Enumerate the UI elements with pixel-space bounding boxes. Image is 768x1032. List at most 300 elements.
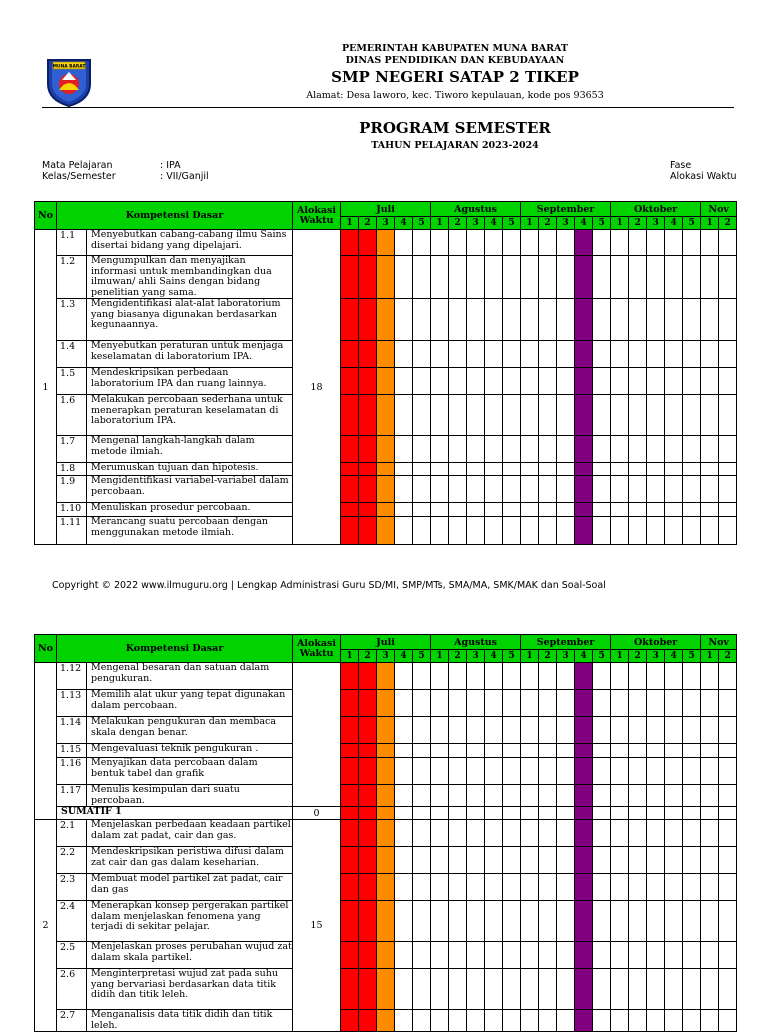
kd-number: 1.14: [57, 717, 87, 744]
week-cell: [413, 820, 431, 847]
header-week: 2: [449, 217, 467, 230]
week-cell: [377, 1010, 395, 1032]
week-cell: [467, 1010, 485, 1032]
kd-text: Merancang suatu percobaan dengan menggunakan metode ilmiah.: [87, 517, 293, 545]
week-cell: [611, 820, 629, 847]
week-cell: [341, 807, 359, 820]
week-cell: [683, 690, 701, 717]
week-cell: [593, 368, 611, 395]
week-cell: [341, 785, 359, 807]
week-cell: [377, 690, 395, 717]
week-cell: [539, 476, 557, 503]
week-cell: [557, 1010, 575, 1032]
week-cell: [449, 395, 467, 436]
week-cell: [665, 663, 683, 690]
week-cell: [521, 874, 539, 901]
week-cell: [377, 463, 395, 476]
week-cell: [377, 517, 395, 545]
week-cell: [701, 785, 719, 807]
week-cell: [611, 517, 629, 545]
week-cell: [719, 807, 737, 820]
week-cell: [701, 758, 719, 785]
week-cell: [413, 476, 431, 503]
week-cell: [449, 785, 467, 807]
week-cell: [665, 942, 683, 969]
header-month: Juli: [341, 635, 431, 650]
kd-number: 2.1: [57, 820, 87, 847]
week-cell: [485, 256, 503, 299]
week-cell: [485, 969, 503, 1010]
table-row: [35, 820, 737, 847]
week-cell: [647, 476, 665, 503]
week-cell: [413, 690, 431, 717]
week-cell: [683, 503, 701, 517]
week-cell: [539, 785, 557, 807]
week-cell: [665, 517, 683, 545]
kd-number: 1.4: [57, 341, 87, 368]
week-cell: [683, 874, 701, 901]
week-cell: [413, 942, 431, 969]
week-cell: [539, 820, 557, 847]
kd-number: 1.15: [57, 744, 87, 758]
header-week: 4: [395, 217, 413, 230]
week-cell: [341, 717, 359, 744]
week-cell: [359, 942, 377, 969]
week-cell: [467, 341, 485, 368]
table-row: [35, 436, 737, 463]
week-cell: [539, 847, 557, 874]
week-cell: [683, 663, 701, 690]
week-cell: [611, 299, 629, 341]
week-cell: [701, 717, 719, 744]
week-cell: [629, 820, 647, 847]
header-week: 4: [575, 217, 593, 230]
week-cell: [575, 744, 593, 758]
week-cell: [701, 256, 719, 299]
week-cell: [413, 1010, 431, 1032]
week-cell: [503, 463, 521, 476]
week-cell: [593, 395, 611, 436]
week-cell: [665, 230, 683, 256]
week-cell: [485, 341, 503, 368]
week-cell: [503, 820, 521, 847]
week-cell: [593, 503, 611, 517]
week-cell: [521, 969, 539, 1010]
week-cell: [395, 874, 413, 901]
header-kompetensi: Kompetensi Dasar: [57, 635, 293, 663]
week-cell: [701, 436, 719, 463]
header-week: 1: [701, 217, 719, 230]
week-cell: [449, 942, 467, 969]
header-week: 1: [521, 217, 539, 230]
week-cell: [485, 847, 503, 874]
week-cell: [467, 395, 485, 436]
week-cell: [593, 717, 611, 744]
week-cell: [683, 820, 701, 847]
week-cell: [449, 1010, 467, 1032]
week-cell: [503, 744, 521, 758]
week-cell: [719, 341, 737, 368]
week-cell: [611, 463, 629, 476]
week-cell: [449, 436, 467, 463]
week-cell: [467, 368, 485, 395]
kd-text: Menjelaskan proses perubahan wujud zat dalam skala partikel.: [87, 942, 293, 969]
week-cell: [539, 256, 557, 299]
kd-text: Memilih alat ukur yang tepat digunakan dalam percobaan.: [87, 690, 293, 717]
kd-number: 2.6: [57, 969, 87, 1010]
group-number-empty: [35, 663, 57, 820]
week-cell: [593, 1010, 611, 1032]
week-cell: [467, 969, 485, 1010]
week-cell: [467, 463, 485, 476]
week-cell: [467, 230, 485, 256]
week-cell: [341, 299, 359, 341]
kd-text: Merumuskan tujuan dan hipotesis.: [87, 463, 293, 476]
header-week: 4: [485, 217, 503, 230]
week-cell: [359, 744, 377, 758]
week-cell: [377, 807, 395, 820]
week-cell: [665, 299, 683, 341]
week-cell: [431, 1010, 449, 1032]
week-cell: [665, 256, 683, 299]
week-cell: [395, 517, 413, 545]
header-week: 5: [503, 217, 521, 230]
week-cell: [647, 969, 665, 1010]
week-cell: [647, 807, 665, 820]
week-cell: [377, 341, 395, 368]
week-cell: [341, 901, 359, 942]
week-cell: [467, 785, 485, 807]
week-cell: [611, 230, 629, 256]
week-cell: [521, 503, 539, 517]
week-cell: [593, 463, 611, 476]
table-row: [35, 368, 737, 395]
week-cell: [395, 395, 413, 436]
week-cell: [593, 847, 611, 874]
week-cell: [521, 476, 539, 503]
week-cell: [647, 503, 665, 517]
week-cell: [413, 807, 431, 820]
header-week: 1: [611, 217, 629, 230]
week-cell: [647, 901, 665, 942]
week-cell: [665, 820, 683, 847]
week-cell: [503, 969, 521, 1010]
week-cell: [395, 942, 413, 969]
week-cell: [521, 395, 539, 436]
week-cell: [557, 503, 575, 517]
sumatif-label: SUMATIF 1: [57, 807, 293, 820]
week-cell: [557, 744, 575, 758]
table-row: [35, 476, 737, 503]
week-cell: [431, 476, 449, 503]
header-week: 2: [719, 650, 737, 663]
week-cell: [539, 368, 557, 395]
week-cell: [611, 690, 629, 717]
week-cell: [413, 744, 431, 758]
week-cell: [539, 517, 557, 545]
week-cell: [665, 690, 683, 717]
week-cell: [593, 436, 611, 463]
week-cell: [503, 395, 521, 436]
header-week: 3: [557, 217, 575, 230]
week-cell: [611, 807, 629, 820]
week-cell: [377, 785, 395, 807]
week-cell: [683, 256, 701, 299]
week-cell: [719, 1010, 737, 1032]
week-cell: [719, 744, 737, 758]
week-cell: [701, 1010, 719, 1032]
week-cell: [341, 256, 359, 299]
week-cell: [647, 758, 665, 785]
week-cell: [593, 517, 611, 545]
week-cell: [701, 820, 719, 847]
week-cell: [413, 341, 431, 368]
week-cell: [719, 901, 737, 942]
week-cell: [647, 785, 665, 807]
week-cell: [593, 744, 611, 758]
kd-text: Menginterpretasi wujud zat pada suhu yang bervariasi berdasarkan data titik didih dan titik leleh.: [87, 969, 293, 1010]
week-cell: [647, 341, 665, 368]
week-cell: [701, 690, 719, 717]
header-week: 2: [359, 650, 377, 663]
week-cell: [503, 341, 521, 368]
week-cell: [539, 807, 557, 820]
week-cell: [377, 758, 395, 785]
week-cell: [521, 758, 539, 785]
week-cell: [701, 663, 719, 690]
week-cell: [683, 1010, 701, 1032]
table-row: [35, 942, 737, 969]
week-cell: [719, 874, 737, 901]
week-cell: [647, 874, 665, 901]
week-cell: [557, 847, 575, 874]
group-alokasi-empty: [293, 663, 341, 807]
week-cell: [431, 463, 449, 476]
week-cell: [449, 717, 467, 744]
week-cell: [719, 663, 737, 690]
week-cell: [557, 758, 575, 785]
week-cell: [665, 368, 683, 395]
group-alokasi: 15: [293, 820, 341, 1032]
week-cell: [377, 663, 395, 690]
header-week: 5: [503, 650, 521, 663]
header-week: 3: [557, 650, 575, 663]
week-cell: [575, 942, 593, 969]
week-cell: [377, 368, 395, 395]
header-kompetensi: Kompetensi Dasar: [57, 202, 293, 230]
header-week: 4: [395, 650, 413, 663]
week-cell: [449, 874, 467, 901]
week-cell: [557, 969, 575, 1010]
week-cell: [503, 758, 521, 785]
week-cell: [341, 744, 359, 758]
week-cell: [665, 847, 683, 874]
week-cell: [629, 969, 647, 1010]
week-cell: [377, 847, 395, 874]
week-cell: [647, 395, 665, 436]
week-cell: [431, 368, 449, 395]
week-cell: [431, 341, 449, 368]
week-cell: [539, 744, 557, 758]
header-month: Oktober: [611, 202, 701, 217]
week-cell: [467, 820, 485, 847]
week-cell: [719, 395, 737, 436]
week-cell: [485, 663, 503, 690]
week-cell: [449, 341, 467, 368]
week-cell: [719, 942, 737, 969]
week-cell: [467, 476, 485, 503]
week-cell: [539, 436, 557, 463]
week-cell: [467, 758, 485, 785]
week-cell: [431, 503, 449, 517]
header-week: 4: [575, 650, 593, 663]
header-week: 2: [629, 217, 647, 230]
header-month: September: [521, 635, 611, 650]
week-cell: [647, 690, 665, 717]
week-cell: [431, 717, 449, 744]
week-cell: [539, 874, 557, 901]
week-cell: [593, 785, 611, 807]
schedule-table-1: [34, 201, 737, 545]
week-cell: [719, 436, 737, 463]
week-cell: [593, 874, 611, 901]
week-cell: [683, 230, 701, 256]
schedule-table-2-wrap: [34, 634, 768, 1031]
week-cell: [593, 758, 611, 785]
week-cell: [341, 368, 359, 395]
week-cell: [539, 942, 557, 969]
kd-number: 1.10: [57, 503, 87, 517]
table-row: [35, 517, 737, 545]
week-cell: [413, 436, 431, 463]
week-cell: [521, 785, 539, 807]
table-row: [35, 758, 737, 785]
week-cell: [683, 341, 701, 368]
table-row: [35, 1010, 737, 1032]
school-name: SMP NEGERI SATAP 2 TIKEP: [331, 68, 579, 86]
header-week: 4: [665, 650, 683, 663]
week-cell: [485, 874, 503, 901]
week-cell: [539, 503, 557, 517]
week-cell: [539, 690, 557, 717]
table-row: [35, 847, 737, 874]
week-cell: [359, 256, 377, 299]
kd-text: Mengidentifikasi alat-alat laboratorium yang biasanya digunakan berdasarkan kegunaannya.: [87, 299, 293, 341]
week-cell: [449, 847, 467, 874]
week-cell: [431, 744, 449, 758]
week-cell: [503, 299, 521, 341]
week-cell: [359, 758, 377, 785]
kelas-value: : VII/Ganjil: [160, 171, 209, 182]
week-cell: [395, 663, 413, 690]
week-cell: [611, 785, 629, 807]
week-cell: [629, 503, 647, 517]
header-no: No: [35, 635, 57, 663]
week-cell: [431, 820, 449, 847]
header-alokasi: Alokasi Waktu: [293, 635, 341, 663]
week-cell: [503, 717, 521, 744]
week-cell: [341, 874, 359, 901]
week-cell: [395, 463, 413, 476]
school-address: Alamat: Desa laworo, kec. Tiworo kepulauan, kode pos 93653: [306, 90, 604, 101]
week-cell: [413, 256, 431, 299]
week-cell: [575, 758, 593, 785]
week-cell: [413, 368, 431, 395]
week-cell: [629, 256, 647, 299]
week-cell: [665, 744, 683, 758]
week-cell: [611, 1010, 629, 1032]
week-cell: [359, 807, 377, 820]
header-week: 1: [341, 650, 359, 663]
week-cell: [485, 942, 503, 969]
week-cell: [503, 503, 521, 517]
week-cell: [665, 785, 683, 807]
week-cell: [395, 341, 413, 368]
week-cell: [395, 503, 413, 517]
week-cell: [629, 901, 647, 942]
week-cell: [701, 463, 719, 476]
week-cell: [665, 503, 683, 517]
week-cell: [701, 341, 719, 368]
week-cell: [341, 758, 359, 785]
week-cell: [647, 299, 665, 341]
week-cell: [701, 744, 719, 758]
week-cell: [539, 717, 557, 744]
week-cell: [413, 503, 431, 517]
week-cell: [377, 969, 395, 1010]
week-cell: [557, 299, 575, 341]
week-cell: [503, 256, 521, 299]
week-cell: [647, 942, 665, 969]
week-cell: [395, 847, 413, 874]
kd-text: Mengumpulkan dan menyajikan informasi untuk membandingkan dua ilmuwan/ ahli Sains dengan bidang penelitian yang sama.: [87, 256, 293, 299]
week-cell: [521, 341, 539, 368]
header-week: 1: [701, 650, 719, 663]
week-cell: [377, 395, 395, 436]
week-cell: [359, 368, 377, 395]
week-cell: [575, 874, 593, 901]
sumatif-alokasi: 0: [293, 807, 341, 820]
week-cell: [575, 717, 593, 744]
week-cell: [449, 476, 467, 503]
kd-text: Mengenal besaran dan satuan dalam pengukuran.: [87, 663, 293, 690]
week-cell: [431, 690, 449, 717]
week-cell: [593, 256, 611, 299]
week-cell: [359, 690, 377, 717]
week-cell: [413, 395, 431, 436]
week-cell: [359, 341, 377, 368]
sumatif-row: [35, 807, 737, 820]
kd-number: 1.13: [57, 690, 87, 717]
week-cell: [557, 517, 575, 545]
week-cell: [557, 690, 575, 717]
week-cell: [449, 663, 467, 690]
week-cell: [701, 503, 719, 517]
week-cell: [611, 436, 629, 463]
week-cell: [359, 785, 377, 807]
week-cell: [521, 717, 539, 744]
week-cell: [413, 785, 431, 807]
week-cell: [377, 942, 395, 969]
kd-number: 1.11: [57, 517, 87, 545]
week-cell: [701, 230, 719, 256]
week-cell: [521, 230, 539, 256]
week-cell: [665, 341, 683, 368]
week-cell: [521, 690, 539, 717]
week-cell: [485, 690, 503, 717]
kd-number: 1.12: [57, 663, 87, 690]
week-cell: [377, 476, 395, 503]
